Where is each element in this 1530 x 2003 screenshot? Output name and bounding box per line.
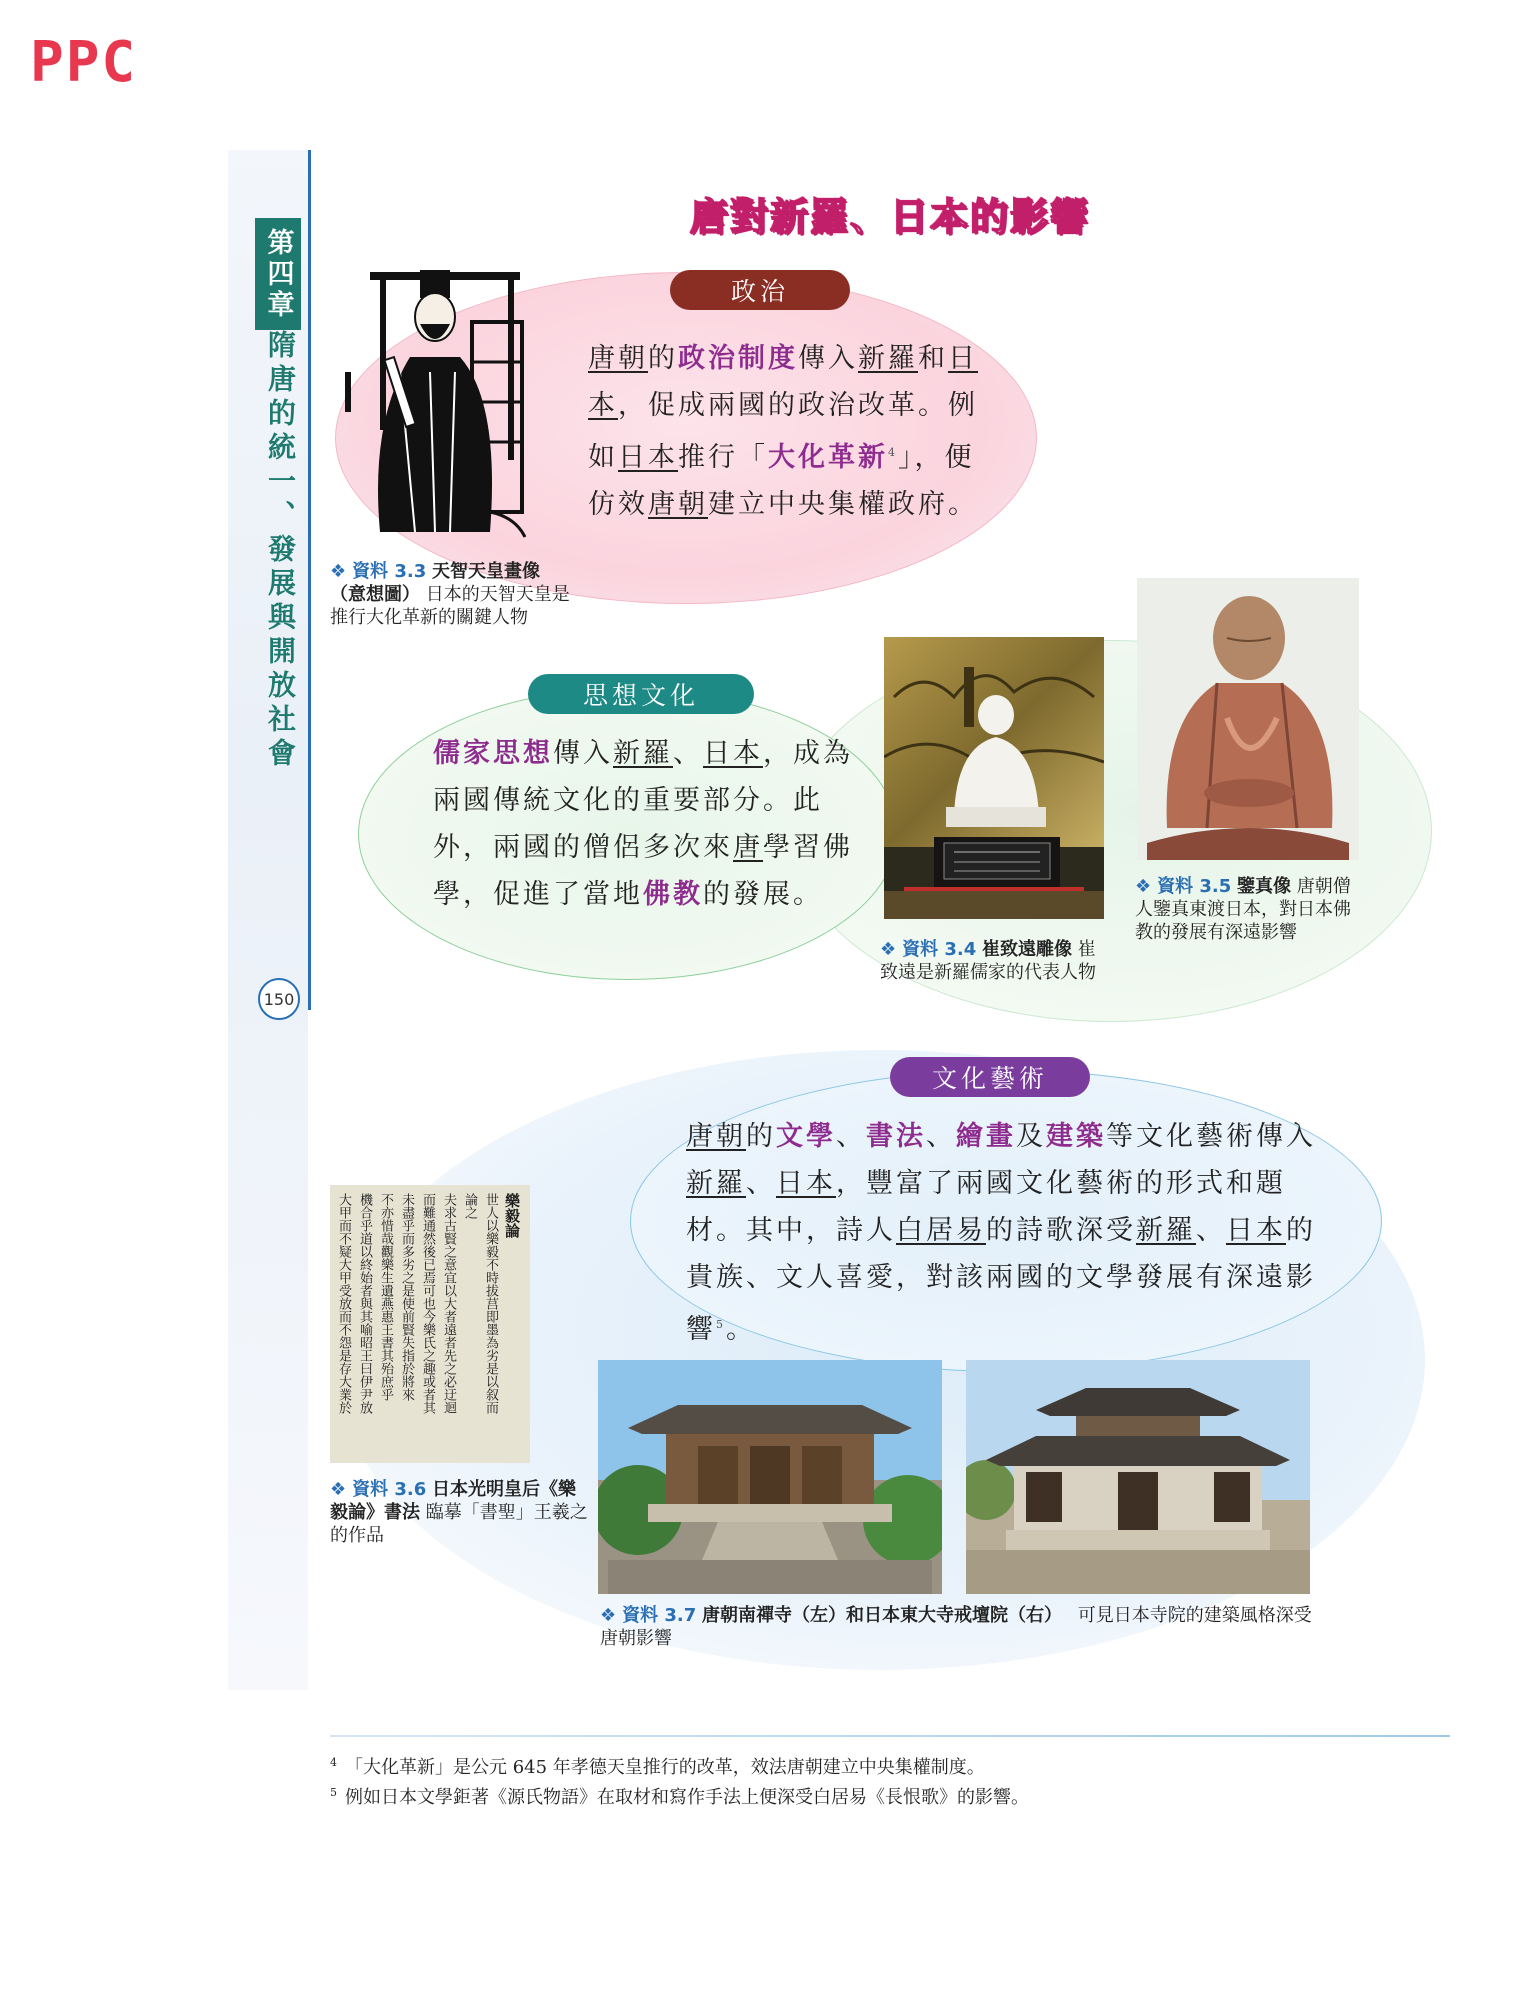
text-segment: 學習佛學，促進了當地 xyxy=(433,832,853,910)
text-segment: 儒家思想 xyxy=(433,738,553,769)
text-segment: 、 xyxy=(836,1121,866,1152)
text-segment: 新羅 xyxy=(686,1168,746,1199)
footnote-ref: 4 xyxy=(888,446,898,459)
text-segment: 推行「 xyxy=(678,442,768,473)
arts-text xyxy=(686,1113,1326,1353)
text-segment: 羅 xyxy=(888,343,918,374)
text-segment: ，豐富了兩國文化藝術的形式和題材。其中，詩人 xyxy=(686,1168,1286,1246)
todaiji-kaidan-in-photo xyxy=(966,1360,1310,1594)
text-segment: 等文化藝術傳入 xyxy=(1106,1121,1316,1152)
chapter-number: 第四章 xyxy=(255,218,301,330)
caption-3-5: ❖ 資料 3.5 鑒真像 唐朝僧人鑒真東渡日本，對日本佛教的發展有深遠影響 xyxy=(1135,876,1351,943)
text-segment: 大化革新 xyxy=(768,442,888,473)
caption-3-7: ❖ 資料 3.7 唐朝南禪寺（左）和日本東大寺戒壇院（右） 可見日本寺院的建築風格深受唐朝影響 xyxy=(600,1605,1312,1649)
calligraphy-column: 夫求古賢之意宜以大者遠者先之必迂迴 xyxy=(441,1193,456,1414)
text-segment: 日本 xyxy=(1226,1215,1286,1246)
page-number: 150 xyxy=(258,978,300,1020)
text-segment: 建築 xyxy=(1046,1121,1106,1152)
diamond-bullet-icon: ❖ xyxy=(1135,876,1152,897)
text-segment: 建立中央集權政府。 xyxy=(708,489,978,520)
text-segment: ，成為兩國傳統文化的重要部分。此外，兩國的僧侶多次來 xyxy=(433,738,853,863)
text-segment: 新羅 xyxy=(1136,1215,1196,1246)
diamond-bullet-icon: ❖ xyxy=(880,939,897,960)
arts-label: 文化藝術 xyxy=(890,1057,1090,1097)
text-segment: 的詩歌深受 xyxy=(986,1215,1136,1246)
text-segment: 和 xyxy=(918,343,948,374)
footnotes xyxy=(330,1750,1430,1810)
calligraphy-column: 而難通然後已焉可也今樂氏之趣或者其 xyxy=(420,1193,435,1414)
text-segment: 繪畫 xyxy=(956,1121,1016,1152)
footnote-number: 5 xyxy=(330,1786,337,1799)
nanchan-temple-photo xyxy=(598,1360,942,1594)
thought-label: 思想文化 xyxy=(528,674,754,714)
footnote-ref: 5 xyxy=(716,1318,726,1331)
calligraphy-column: 大甲而不疑大甲受放而不怨是存大業於 xyxy=(336,1193,351,1414)
calligraphy-column: 論之 xyxy=(462,1193,477,1219)
text-segment: 的貴族、文人喜愛，對該兩國的文學發展有深遠影響 xyxy=(686,1215,1316,1345)
politics-text xyxy=(588,335,993,528)
text-segment: ，促成兩國的政治改革。例如 xyxy=(588,390,978,473)
text-segment: 的 xyxy=(648,343,678,374)
footnote-text: 「大化革新」是公元 645 年孝德天皇推行的改革，效法唐朝建立中央集權制度。 xyxy=(345,1757,985,1778)
calligraphy-column: 機合乎道以終始者與其喻昭王曰伊尹放 xyxy=(357,1193,372,1414)
text-segment: 、 xyxy=(673,738,703,769)
diamond-bullet-icon: ❖ xyxy=(330,561,347,582)
footnote-divider xyxy=(330,1735,1450,1737)
jianzhen-statue-photo xyxy=(1137,578,1359,860)
text-segment: 、 xyxy=(926,1121,956,1152)
calligraphy-yueyi-lun xyxy=(330,1185,530,1463)
text-segment: 新 xyxy=(858,343,888,374)
text-segment: 、 xyxy=(1196,1215,1226,1246)
caption-3-3: ❖ 資料 3.3 天智天皇畫像（意想圖） 日本的天智天皇是推行大化革新的關鍵人物 xyxy=(330,561,570,628)
footnote-number: 4 xyxy=(330,1756,337,1769)
thought-text xyxy=(433,730,863,918)
page-title: 唐對新羅、日本的影響 xyxy=(690,194,1091,239)
text-segment: 。 xyxy=(726,1314,756,1345)
text-segment: 新羅 xyxy=(613,738,673,769)
text-segment: 唐 xyxy=(733,832,763,863)
text-segment: 、 xyxy=(746,1168,776,1199)
text-segment: 文學 xyxy=(776,1121,836,1152)
text-segment: 書法 xyxy=(866,1121,926,1152)
text-segment: 傳入 xyxy=(553,738,613,769)
text-segment: 政治制度 xyxy=(678,343,798,374)
emperor-tenji-portrait xyxy=(340,262,560,552)
footnote-item xyxy=(330,1780,1430,1810)
text-segment: 的 xyxy=(746,1121,776,1152)
text-segment: 唐朝 xyxy=(588,343,648,374)
text-segment: 」，便仿效 xyxy=(588,442,975,520)
diamond-bullet-icon: ❖ xyxy=(600,1605,617,1626)
text-segment: 日本 xyxy=(776,1168,836,1199)
text-segment: 傳入 xyxy=(798,343,858,374)
politics-label: 政治 xyxy=(670,270,850,310)
text-segment: 佛教 xyxy=(643,879,703,910)
text-segment: 日本 xyxy=(703,738,763,769)
text-segment: 唐朝 xyxy=(648,489,708,520)
choe-chiwon-statue-photo xyxy=(884,637,1104,919)
caption-3-6: ❖ 資料 3.6 日本光明皇后《樂毅論》書法 臨摹「書聖」王羲之的作品 xyxy=(330,1479,588,1546)
footnote-item xyxy=(330,1750,1430,1780)
text-segment: 日本 xyxy=(618,442,678,473)
diamond-bullet-icon: ❖ xyxy=(330,1479,347,1500)
calligraphy-title: 樂毅論 xyxy=(503,1193,521,1238)
text-segment: 及 xyxy=(1016,1121,1046,1152)
publisher-logo: PPC xyxy=(30,30,138,95)
footnote-text: 例如日本文學鉅著《源氏物語》在取材和寫作手法上便深受白居易《長恨歌》的影響。 xyxy=(345,1787,1029,1808)
calligraphy-column: 世人以樂毅不時拔莒即墨為劣是以叙而 xyxy=(483,1193,498,1414)
calligraphy-column: 未盡乎而多劣之是使前賢失指於將來 xyxy=(399,1193,414,1401)
calligraphy-column: 不亦惜哉觀樂生遺燕惠王書其殆庶乎 xyxy=(378,1193,393,1401)
text-segment: 的發展。 xyxy=(703,879,823,910)
chapter-title: 隋唐的統一、發展與開放社會 xyxy=(264,330,297,772)
text-segment: 唐朝 xyxy=(686,1121,746,1152)
text-segment: 日本 xyxy=(588,343,978,421)
sidebar-divider xyxy=(308,150,311,1010)
caption-3-4: ❖ 資料 3.4 崔致遠雕像 崔致遠是新羅儒家的代表人物 xyxy=(880,939,1096,983)
text-segment: 白居易 xyxy=(896,1215,986,1246)
